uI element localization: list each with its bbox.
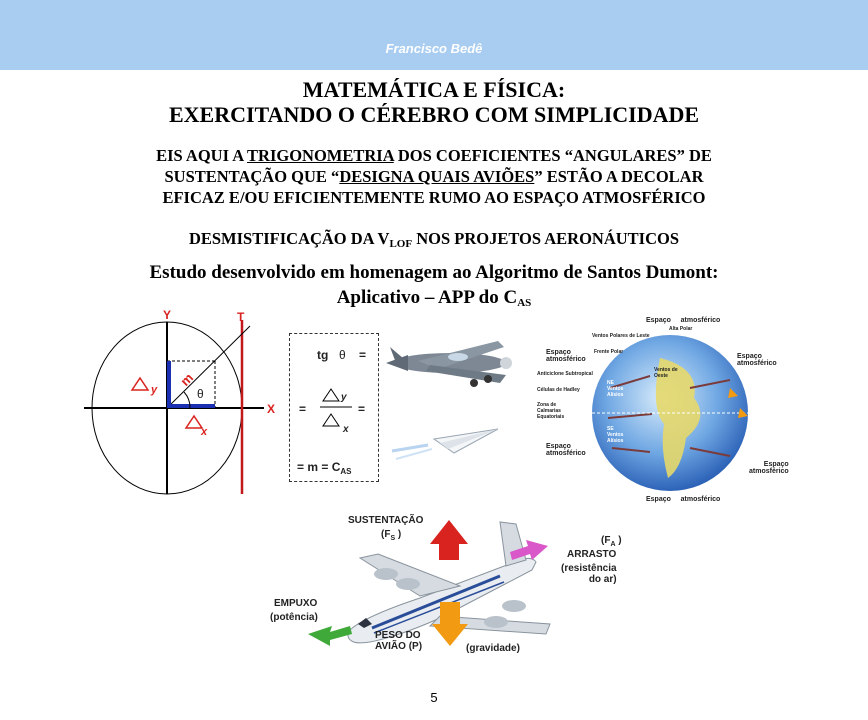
drag-label: ARRASTO — [567, 549, 617, 560]
formula-tg: tg — [317, 348, 329, 362]
warplane-illustration — [378, 333, 524, 395]
globe-label-alta-polar: Alta Polar — [669, 326, 693, 332]
globe-label-frente-polar: Frente Polar — [594, 349, 624, 355]
globe-label-left-2: Espaço atmosférico — [546, 443, 586, 457]
delta-y-triangle — [132, 378, 148, 390]
delta-x-sub: x — [201, 426, 208, 438]
delta-y-sub: y — [151, 384, 158, 396]
globe-label-ne-alisios: NE Ventos Alísios — [607, 380, 624, 398]
formula-dy-sub: y — [341, 392, 347, 403]
globe-label-top: Espaço atmosférico — [646, 317, 721, 324]
formula-theta: θ — [339, 348, 346, 362]
globe-label-left-1: Espaço atmosférico — [546, 349, 586, 363]
subtitle-line-2: SUSTENTAÇÃO QUE “DESIGNA QUAIS AVIÕES” ESTÃO A DECOLAR — [164, 167, 704, 186]
drag-symbol: ($F_A$ ) — [601, 535, 622, 548]
formula-eq-3: = — [358, 402, 366, 416]
lift-symbol: ($F_S$ ) — [381, 529, 402, 542]
globe-label-ventos-polares: Ventos Polares de Leste — [592, 333, 650, 339]
globe-label-right-1: Espaço atmosférico — [737, 353, 777, 367]
drag-description: (resistência do ar) — [561, 563, 617, 585]
thrust-arrow — [308, 626, 352, 646]
formula-dx-sub: x — [343, 424, 349, 435]
y-axis-label: Y — [163, 308, 172, 322]
title-line-1: MATEMÁTICA E FÍSICA: — [302, 77, 566, 102]
weight-description: (gravidade) — [466, 643, 520, 654]
globe-label-right-2: Espaço atmosférico — [749, 461, 789, 475]
page-number: 5 — [430, 690, 438, 705]
app-line: Aplicativo – APP do $C_{AS}$ — [336, 287, 532, 309]
globe-label-hadley: Células de Hadley — [537, 387, 580, 393]
lift-arrow — [430, 520, 468, 560]
t-axis-label: T — [237, 310, 245, 324]
lift-label: SUSTENTAÇÃO — [348, 515, 424, 526]
formula-eq-2: = — [299, 402, 307, 416]
thrust-description: (potência) — [270, 612, 318, 623]
thrust-label: EMPUXO — [274, 598, 318, 609]
delta-x-triangle — [186, 416, 202, 428]
title-line-2: EXERCITANDO O CÉREBRO COM SIMPLICIDADE — [168, 102, 700, 127]
study-line: Estudo desenvolvido em homenagem ao Algoritmo de Santos Dumont: — [149, 262, 719, 283]
formula-eq-1: = — [359, 348, 367, 362]
globe-label-ventos-oeste: Ventos de Oeste — [654, 367, 678, 379]
subtitle-line-3: EFICAZ E/OU EFICIENTEMENTE RUMO AO ESPAÇO ATMOSFÉRICO — [162, 188, 706, 207]
formula-m-cas: = $m = C_{AS}$ — [297, 460, 352, 476]
subtitle-line-1: EIS AQUI A TRIGONOMETRIA DOS COEFICIENTES “ANGULARES” DE — [156, 146, 712, 165]
delta-y-triangle-formula — [323, 389, 339, 401]
weight-label: PESO DO AVIÃO (P) — [375, 630, 423, 652]
globe-label-se-alisios: SE Ventos Alísios — [607, 426, 624, 444]
globe-label-bottom: Espaço atmosférico — [646, 496, 721, 503]
m-label: m — [177, 370, 197, 389]
trig-circle-diagram — [78, 308, 278, 498]
vlof-heading: DESMISTIFICAÇÃO DA $V_{LOF}$ NOS PROJETOS AERONÁUTICOS — [188, 229, 680, 250]
header-banner — [0, 0, 868, 70]
x-axis-label: X — [267, 402, 276, 416]
theta-label: θ — [197, 387, 204, 401]
author-name: Francisco Bedê — [385, 41, 483, 56]
globe-label-anticiclone: Anticiclone Subtropical — [537, 371, 593, 377]
paper-airplane-illustration — [388, 425, 504, 465]
delta-x-triangle-formula — [323, 414, 339, 426]
hypotenuse-line — [167, 326, 250, 408]
jet-forces-illustration — [300, 500, 600, 670]
globe-label-calmarias: Zona de Calmarias Equatoriais — [537, 402, 565, 420]
